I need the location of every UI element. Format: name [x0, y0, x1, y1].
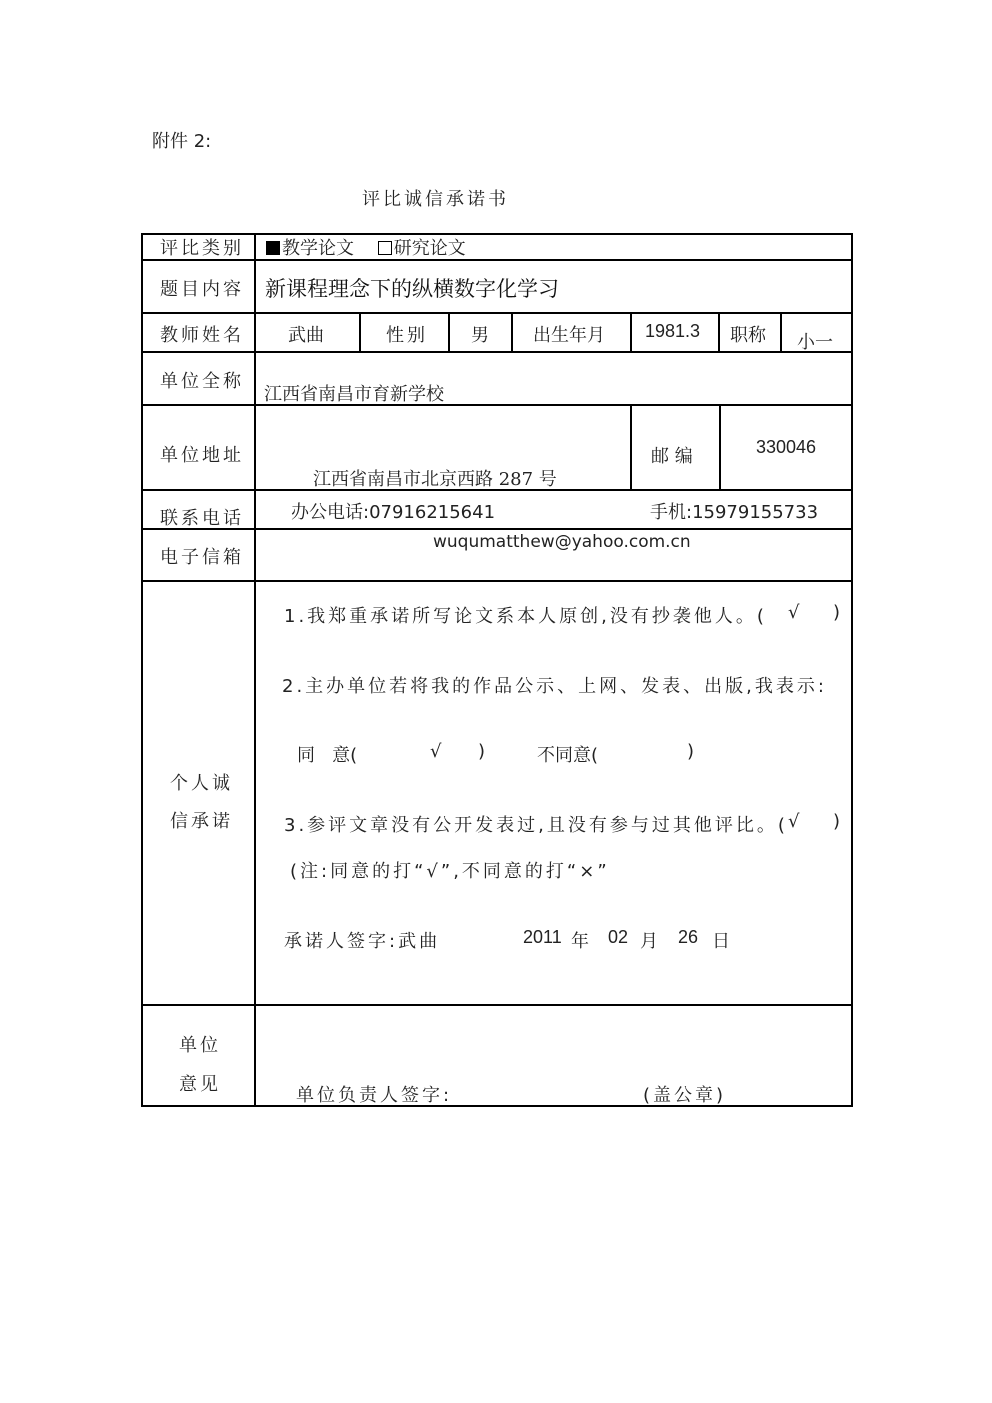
email-value: wuqumatthew@yahoo.com.cn: [433, 532, 691, 552]
gender-label: 性别: [386, 325, 428, 346]
office-phone: 办公电话:07916215641: [291, 502, 496, 523]
opinion-label-line1: 单位: [179, 1035, 221, 1056]
email-label: 电子信箱: [160, 547, 244, 568]
cell-divider: [630, 404, 632, 490]
category-label: 评比类别: [160, 238, 244, 259]
job-title-value: 小一: [797, 332, 833, 353]
teacher-name-value: 武曲: [288, 325, 324, 346]
item1-checkmark: √: [788, 602, 800, 623]
cell-divider: [780, 312, 782, 352]
row-divider: [141, 312, 853, 314]
sign-year: 2011: [523, 927, 562, 947]
cell-divider: [448, 312, 450, 352]
postcode-value: 330046: [756, 437, 817, 457]
item3-checkmark: √: [788, 811, 800, 832]
pledge-item-1: 1.我郑重承诺所写论文系本人原创,没有抄袭他人。(: [284, 606, 767, 627]
close-paren: ): [833, 811, 841, 832]
page-title: 评比诚信承诺书: [362, 189, 509, 210]
signer-label: 承诺人签字:武曲: [284, 931, 441, 952]
unchecked-box-icon: [378, 241, 392, 255]
close-paren: ): [478, 741, 486, 762]
row-divider: [141, 528, 853, 530]
cell-divider: [511, 312, 513, 352]
form-table: [141, 233, 853, 1107]
sign-month: 02: [608, 927, 629, 947]
birth-value: 1981.3: [645, 321, 701, 341]
gender-value: 男: [471, 325, 489, 346]
option-label: 研究论文: [393, 238, 466, 259]
option-research-paper[interactable]: [378, 234, 466, 260]
row-divider: [141, 259, 853, 261]
cell-divider: [718, 312, 720, 352]
topic-value: 新课程理念下的纵横数字化学习: [265, 277, 559, 301]
label-column-divider: [254, 233, 256, 1107]
close-paren: ): [687, 741, 695, 762]
topic-label: 题目内容: [160, 279, 244, 300]
pledge-label-line2: 信承诺: [170, 811, 233, 832]
teacher-name-label: 教师姓名: [160, 325, 244, 346]
pledge-label-line1: 个人诚: [170, 773, 233, 794]
cell-divider: [719, 404, 721, 490]
option-teaching-paper[interactable]: [266, 234, 354, 260]
option-label: 教学论文: [282, 238, 354, 259]
address-label: 单位地址: [160, 445, 244, 466]
row-divider: [141, 1004, 853, 1006]
cell-divider: [359, 312, 361, 352]
seal-label: (盖公章): [643, 1085, 727, 1106]
row-divider: [141, 351, 853, 353]
row-divider: [141, 404, 853, 406]
month-unit: 月: [640, 931, 658, 952]
close-paren: ): [833, 602, 841, 623]
pledge-note: (注:同意的打“√”,不同意的打“×”: [290, 861, 610, 882]
row-divider: [141, 580, 853, 582]
postcode-label: 邮 编: [651, 446, 693, 467]
birth-label: 出生年月: [533, 325, 605, 346]
address-value: 江西省南昌市北京西路 287 号: [313, 469, 557, 490]
disagree-label: 不同意(: [537, 745, 599, 766]
category-options: [266, 234, 466, 260]
phone-label: 联系电话: [160, 508, 244, 529]
unit-label: 单位全称: [160, 371, 244, 392]
unit-value: 江西省南昌市育新学校: [264, 384, 444, 405]
pledge-item-2: 2.主办单位若将我的作品公示、上网、发表、出版,我表示:: [282, 676, 827, 697]
cell-divider: [630, 312, 632, 352]
pledge-item-3: 3.参评文章没有公开发表过,且没有参与过其他评比。(: [284, 815, 788, 836]
opinion-label-line2: 意见: [179, 1074, 221, 1095]
agree-checkmark[interactable]: √: [430, 741, 442, 762]
checked-box-icon: [266, 241, 280, 255]
year-unit: 年: [571, 931, 589, 952]
attachment-label: 附件 2:: [152, 131, 212, 152]
opinion-signer-label: 单位负责人签字:: [296, 1085, 453, 1106]
sign-day: 26: [678, 927, 699, 947]
job-title-label: 职称: [730, 325, 766, 346]
agree-label: 同 意(: [297, 745, 358, 766]
day-unit: 日: [712, 931, 730, 952]
mobile-phone: 手机:15979155733: [650, 502, 819, 523]
